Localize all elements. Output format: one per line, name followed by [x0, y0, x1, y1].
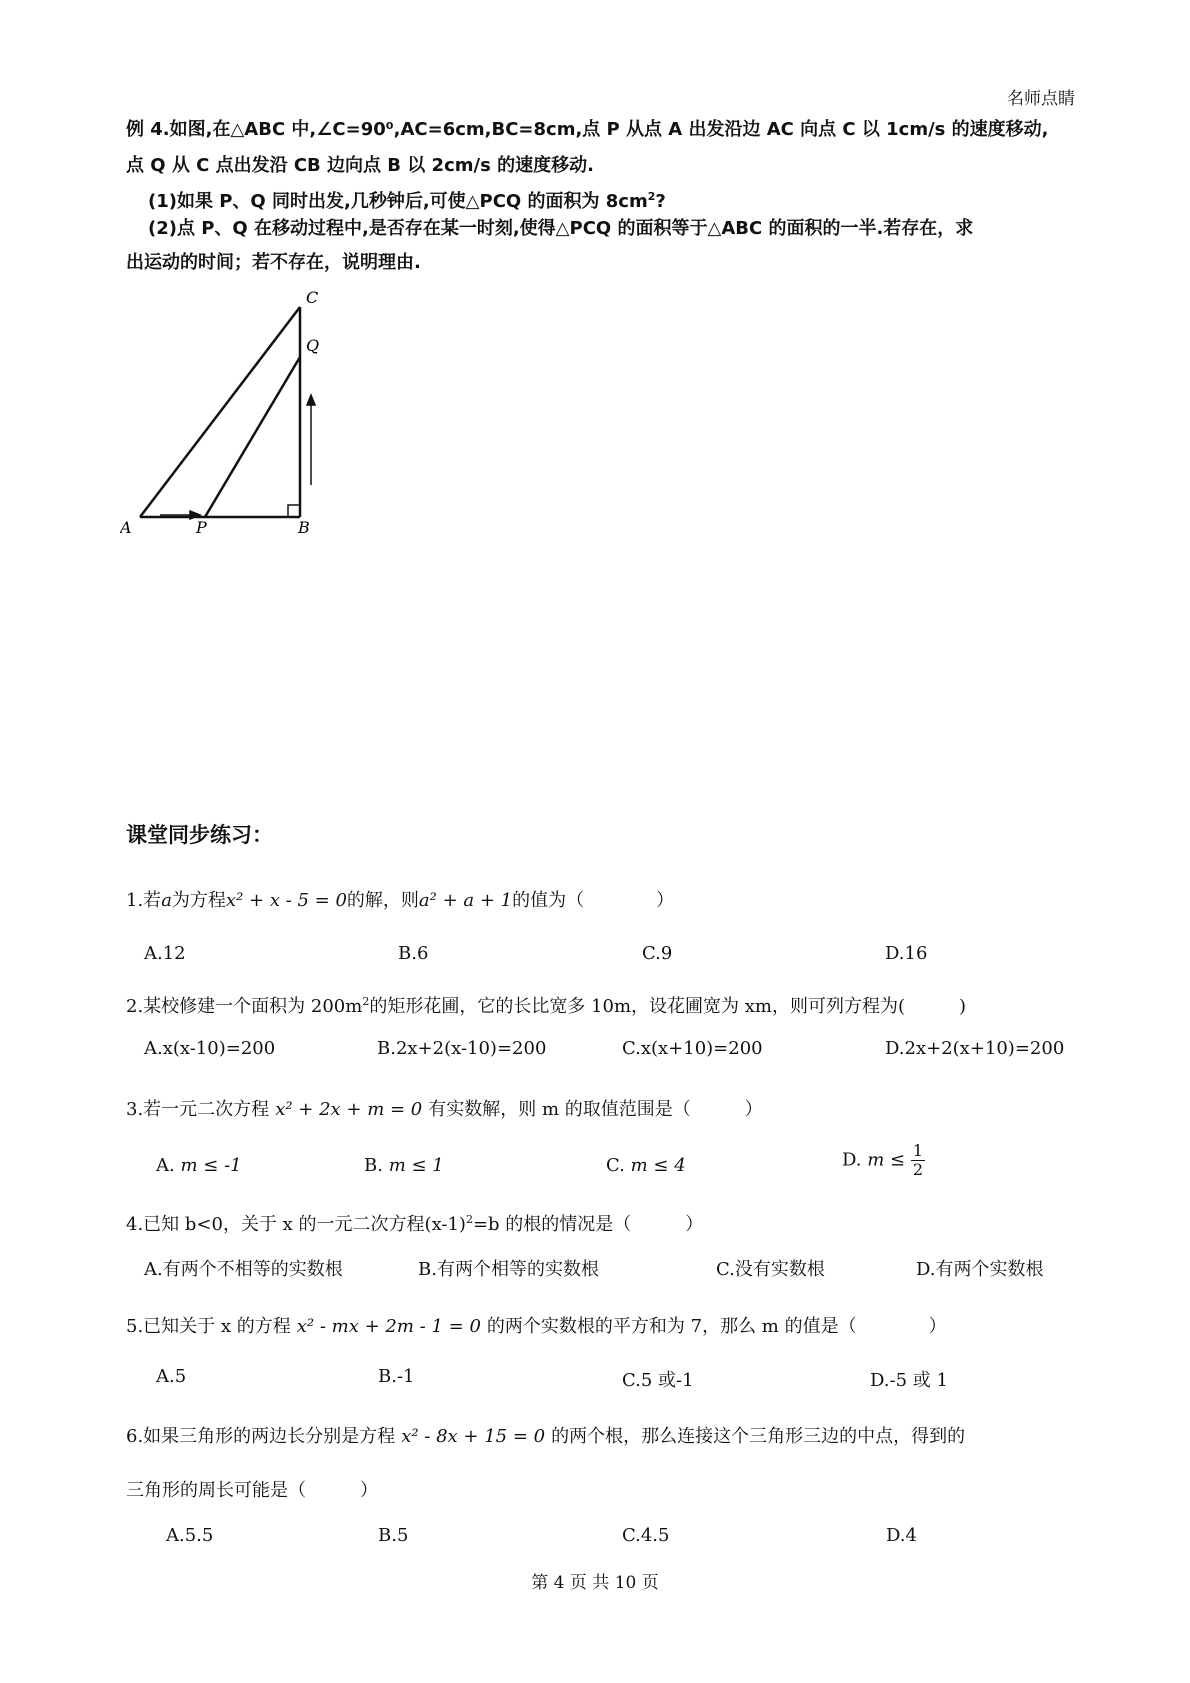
- example-q1-text: (1)如果 P、Q 同时出发,几秒钟后,可使△PCQ 的面积为 8cm: [148, 191, 648, 212]
- q2-sup: 2: [362, 995, 370, 1008]
- q6-option-a: A.5.5: [166, 1525, 214, 1546]
- q2-option-a: A.x(x-10)=200: [144, 1038, 276, 1059]
- q3-option-d-fraction: [911, 1142, 925, 1179]
- right-angle-mark: [288, 505, 300, 517]
- q5-option-d: D.-5 或 1: [870, 1370, 948, 1391]
- q4-sup: 2: [465, 1213, 473, 1226]
- q3-option-b: [364, 1155, 444, 1176]
- example-question-2: (2)点 P、Q 在移动过程中,是否存在某一时刻,使得△PCQ 的面积等于△ABC 的面积的一半.若存在，求: [148, 218, 974, 239]
- label-c: C: [306, 288, 319, 307]
- example-question-2-cont: 出运动的时间；若不存在，说明理由.: [126, 252, 421, 273]
- q4-option-c: C.没有实数根: [716, 1259, 825, 1280]
- q2-pre: 2.某校修建一个面积为 200m: [126, 996, 363, 1017]
- q1-mid: 为方程: [171, 890, 226, 911]
- q4-post: =b 的根的情况是（ ）: [472, 1214, 704, 1235]
- q1-expression: a² + a + 1: [418, 890, 513, 911]
- q2-option-b: B.2x+2(x-10)=200: [377, 1038, 547, 1059]
- q3-option-d-math: m ≤: [867, 1149, 906, 1171]
- label-a: A: [120, 518, 132, 535]
- q6-post: 的两个根，那么连接这个三角形三边的中点，得到的: [551, 1426, 966, 1447]
- question-2: [126, 992, 966, 1018]
- q3-option-c-math: m ≤ 4: [630, 1155, 686, 1176]
- fraction-numerator: 1: [912, 1141, 924, 1160]
- q3-option-a-label: A.: [156, 1155, 175, 1176]
- question-3: [126, 1095, 763, 1121]
- label-p: P: [196, 518, 207, 535]
- example-q1-sup: 2: [647, 190, 656, 203]
- q5-pre: 5.已知关于 x 的方程: [126, 1316, 291, 1337]
- q3-equation: x² + 2x + m = 0: [275, 1099, 423, 1120]
- q1-option-d: D.16: [885, 943, 928, 964]
- q5-option-c: C.5 或-1: [622, 1370, 694, 1391]
- q5-option-b: B.-1: [378, 1366, 415, 1387]
- edge-ac: [140, 307, 300, 517]
- q1-option-c: C.9: [642, 943, 673, 964]
- q3-pre: 3.若一元二次方程: [126, 1099, 270, 1120]
- example-line-2: 点 Q 从 C 点出发沿 CB 边向点 B 以 2cm/s 的速度移动.: [126, 155, 594, 176]
- q3-post: 有实数解，则 m 的取值范围是（ ）: [428, 1099, 763, 1120]
- q2-post: 的矩形花圃，它的长比宽多 10m，设花圃宽为 xm，则可列方程为( ): [369, 996, 967, 1017]
- example-line-1: 例 4.如图,在△ABC 中,∠C=90⁰,AC=6cm,BC=8cm,点 P 从点 A 出发沿边 AC 向点 C 以 1cm/s 的速度移动,: [126, 119, 1049, 140]
- fraction-denominator: 2: [912, 1160, 924, 1179]
- q4-option-d: D.有两个实数根: [916, 1259, 1044, 1280]
- question-6-cont: 三角形的周长可能是（ ）: [126, 1480, 378, 1501]
- q1-option-b: B.6: [398, 943, 429, 964]
- q6-equation: x² - 8x + 15 = 0: [401, 1426, 546, 1447]
- triangle-figure: [120, 285, 320, 535]
- q5-post: 的两个实数根的平方和为 7，那么 m 的值是（ ）: [486, 1316, 947, 1337]
- q1-equation: x² + x - 5 = 0: [225, 890, 347, 911]
- q3-option-d-label: D.: [842, 1149, 862, 1171]
- question-6: [126, 1422, 965, 1448]
- q1-pre: 1.若: [126, 890, 162, 911]
- q3-option-d: [842, 1142, 925, 1179]
- q2-option-c: C.x(x+10)=200: [622, 1038, 763, 1059]
- q1-post: 的值为（ ）: [512, 890, 675, 911]
- q2-option-d: D.2x+2(x+10)=200: [885, 1038, 1065, 1059]
- section-title: 课堂同步练习：: [126, 823, 273, 847]
- label-q: Q: [306, 336, 320, 355]
- q3-option-b-label: B.: [364, 1155, 383, 1176]
- q5-option-a: A.5: [156, 1366, 187, 1387]
- arrow-bq-head: [307, 395, 315, 405]
- q3-option-c: [606, 1155, 686, 1176]
- header-label: 名师点睛: [1007, 89, 1075, 109]
- question-5: [126, 1312, 947, 1338]
- q1-option-a: A.12: [144, 943, 186, 964]
- q5-equation: x² - mx + 2m - 1 = 0: [296, 1316, 481, 1337]
- q3-option-a-math: m ≤ -1: [180, 1155, 242, 1176]
- q4-pre: 4.已知 b<0，关于 x 的一元二次方程(x-1): [126, 1214, 466, 1235]
- segment-pq: [205, 357, 300, 517]
- q3-option-a: [156, 1155, 242, 1176]
- q4-option-a: A.有两个不相等的实数根: [144, 1259, 343, 1280]
- q3-option-c-label: C.: [606, 1155, 625, 1176]
- q6-option-c: C.4.5: [622, 1525, 670, 1546]
- question-1: [126, 886, 674, 912]
- question-4: [126, 1210, 703, 1236]
- example-q1-end: ?: [655, 191, 666, 212]
- q6-option-b: B.5: [378, 1525, 409, 1546]
- q1-var: a: [161, 890, 172, 911]
- label-b: B: [298, 518, 310, 535]
- page-footer: 第 4 页 共 10 页: [531, 1573, 659, 1593]
- q1-mid2: 的解，则: [346, 890, 419, 911]
- q3-option-b-math: m ≤ 1: [388, 1155, 444, 1176]
- q4-option-b: B.有两个相等的实数根: [418, 1259, 599, 1280]
- q6-pre: 6.如果三角形的两边长分别是方程: [126, 1426, 396, 1447]
- q6-option-d: D.4: [886, 1525, 917, 1546]
